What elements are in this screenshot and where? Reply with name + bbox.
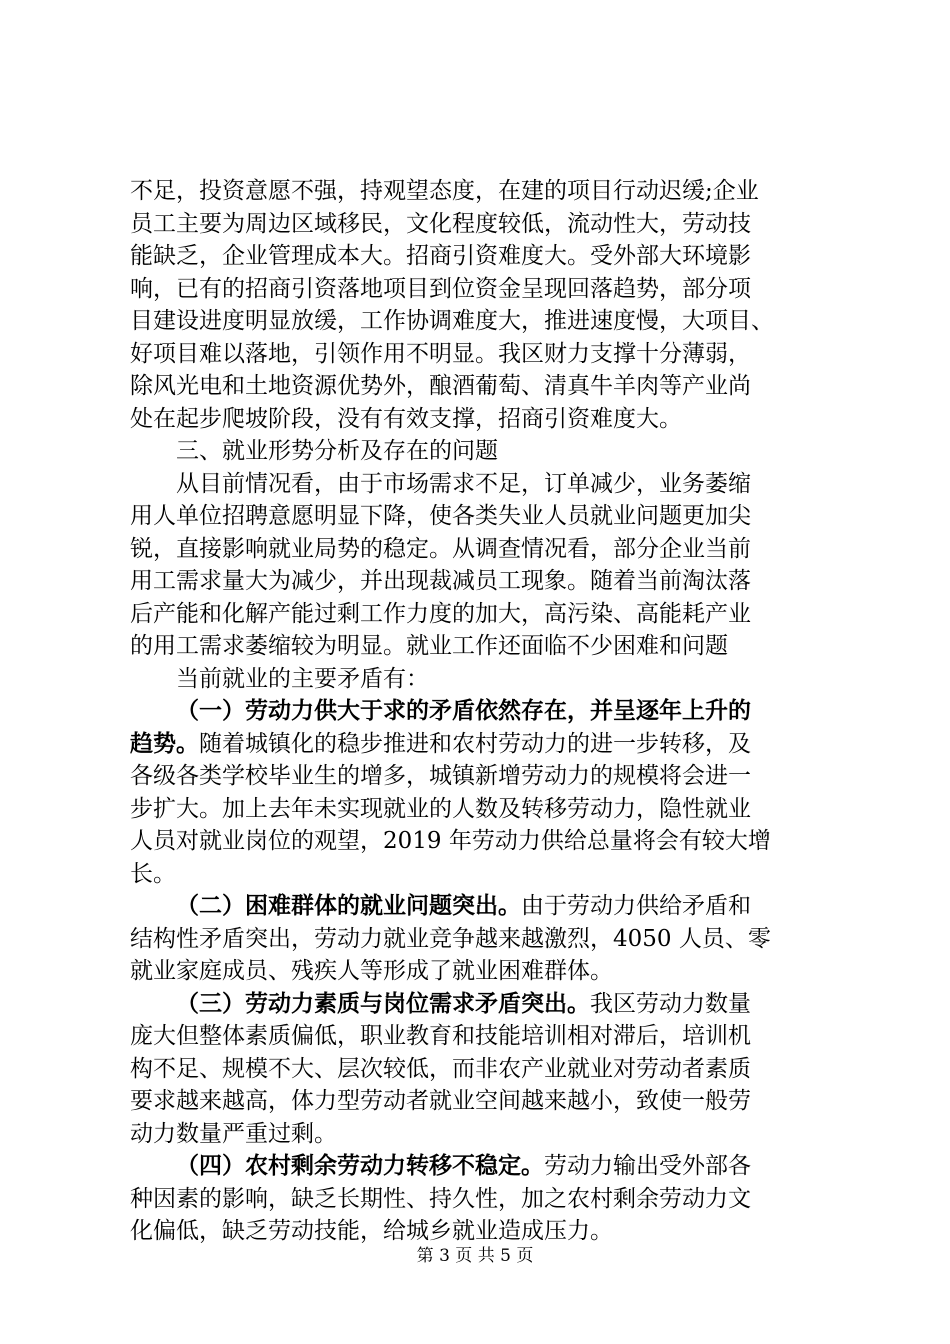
text-line: 长。 xyxy=(130,860,176,887)
text-line: 结构性矛盾突出，劳动力就业竞争越来越激烈，4050 人员、零 xyxy=(130,925,771,952)
item-heading: （三）劳动力素质与岗位需求矛盾突出。 xyxy=(176,989,590,1017)
text-line: 后产能和化解产能过剩工作力度的加大，高污染、高能耗产业 xyxy=(130,600,751,627)
item-heading: （二）困难群体的就业问题突出。 xyxy=(176,892,521,919)
text-line: 种因素的影响，缺乏长期性、持久性，加之农村剩余劳动力文 xyxy=(130,1185,751,1212)
text-line: 构不足、规模不大、层次较低，而非农产业就业对劳动者素质 xyxy=(130,1055,751,1082)
body-text xyxy=(130,175,830,1248)
text-line: 响，已有的招商引资落地项目到位资金呈现回落趋势，部分项 xyxy=(130,275,751,302)
text-line: 好项目难以落地，引领作用不明显。我区财力支撑十分薄弱， xyxy=(130,340,751,367)
item-text: 由于劳动力供给矛盾和 xyxy=(521,893,751,919)
section-heading: 三、就业形势分析及存在的问题 xyxy=(176,438,498,464)
text-line: 锐，直接影响就业局势的稳定。从调查情况看，部分企业当前 xyxy=(130,535,751,562)
text-line: 用人单位招聘意愿明显下降，使各类失业人员就业问题更加尖 xyxy=(130,503,751,529)
text-line: 动力数量严重过剩。 xyxy=(130,1120,337,1147)
text-line: 能缺乏，企业管理成本大。招商引资难度大。受外部大环境影 xyxy=(130,243,751,269)
text-line: 就业家庭成员、残疾人等形成了就业困难群体。 xyxy=(130,958,613,984)
text-line: 当前就业的主要矛盾有： xyxy=(176,665,429,692)
text-line: 不足，投资意愿不强，持观望态度，在建的项目行动迟缓;企业 xyxy=(130,178,759,204)
item-text: 劳动力输出受外部各 xyxy=(544,1153,751,1179)
text-line: 的用工需求萎缩较为明显。就业工作还面临不少困难和问题 xyxy=(130,633,728,659)
text-line: 庞大但整体素质偏低，职业教育和技能培训相对滞后，培训机 xyxy=(130,1023,751,1049)
text-line xyxy=(130,988,830,1021)
text-line: 目建设进度明显放缓，工作协调难度大，推进速度慢，大项目、 xyxy=(130,308,774,334)
text-line: 要求越来越高，体力型劳动者就业空间越来越小，致使一般劳 xyxy=(130,1088,751,1114)
text-line xyxy=(130,1150,830,1183)
page-footer: 第 3 页 共 5 页 xyxy=(416,1246,534,1266)
text-line: 员工主要为周边区域移民，文化程度较低，流动性大，劳动技 xyxy=(130,210,751,237)
text-line: 化偏低，缺乏劳动技能，给城乡就业造成压力。 xyxy=(130,1218,613,1244)
text-line: 除风光电和土地资源优势外，酿酒葡萄、清真牛羊肉等产业尚 xyxy=(130,373,751,399)
text-line: 步扩大。加上去年未实现就业的人数及转移劳动力，隐性就业 xyxy=(130,795,751,822)
text-line: 人员对就业岗位的观望，2019 年劳动力供给总量将会有较大增 xyxy=(130,828,771,854)
item-text: 我区劳动力数量 xyxy=(590,990,751,1017)
text-line xyxy=(130,890,830,923)
text-line: 从目前情况看，由于市场需求不足，订单减少，业务萎缩 xyxy=(176,470,751,497)
item-heading: 趋势。 xyxy=(130,729,199,757)
text-line: 用工需求量大为减少，并出现裁减员工现象。随着当前淘汰落 xyxy=(130,568,751,594)
text-line: 各级各类学校毕业生的增多，城镇新增劳动力的规模将会进一 xyxy=(130,763,751,789)
item-text: 随着城镇化的稳步推进和农村劳动力的进一步转移，及 xyxy=(199,730,751,757)
item-heading: （四）农村剩余劳动力转移不稳定。 xyxy=(176,1152,544,1179)
text-line: 处在起步爬坡阶段，没有有效支撑，招商引资难度大。 xyxy=(130,405,682,432)
text-line xyxy=(130,728,830,761)
item-heading: （一）劳动力供大于求的矛盾依然存在，并呈逐年上升的 xyxy=(176,697,751,724)
